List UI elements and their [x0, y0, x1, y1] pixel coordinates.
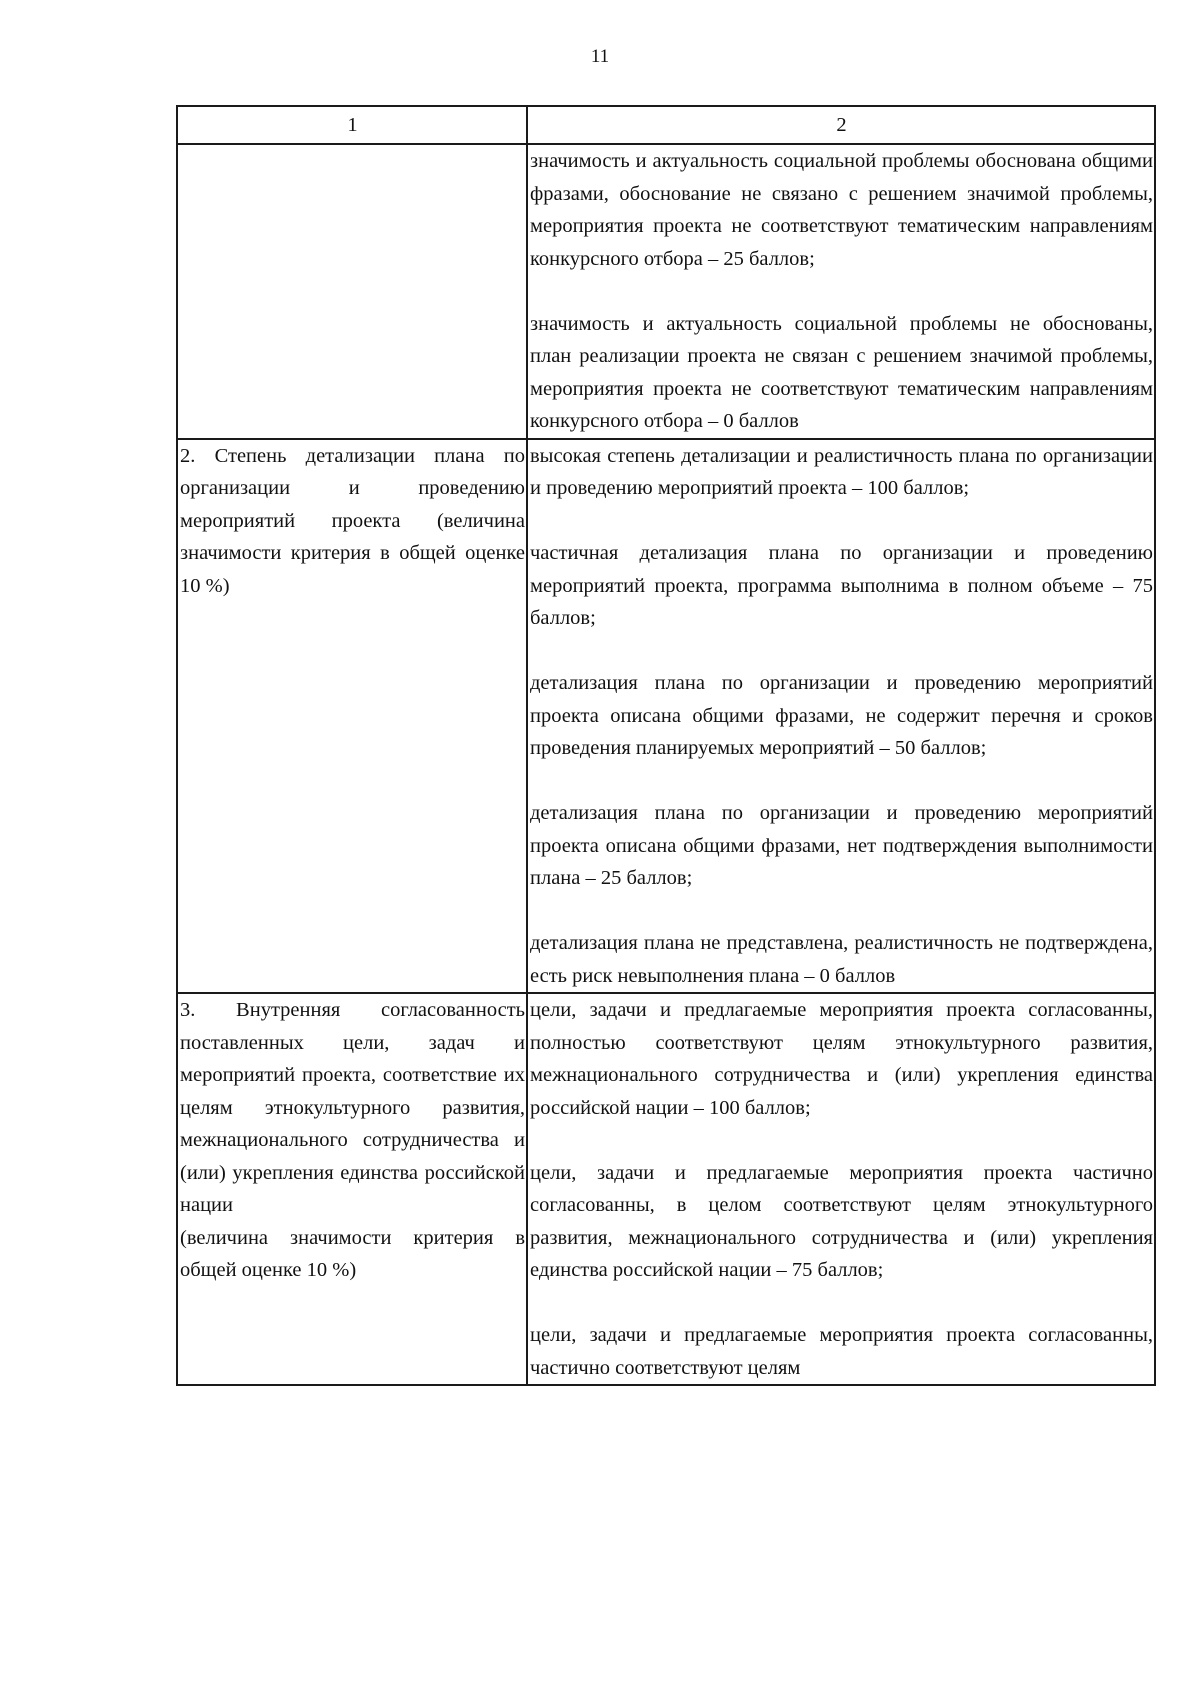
criterion-cell — [177, 144, 527, 439]
page-number: 11 — [590, 46, 610, 67]
table-row — [177, 993, 1155, 1385]
score-item: детализация плана по организации и проведению мероприятий проекта описана общими фразами, нет подтверждения выполнимости плана – 25 баллов; — [530, 802, 1153, 889]
score-item: цели, задачи и предлагаемые мероприятия проекта частично согласованны, в целом соответствуют целям этнокультурного развития, межнационального сотрудничества и (или) укрепления единства российской нации – 75 баллов; — [530, 1161, 1153, 1281]
criterion-cell: 2. Степень детализации плана по организации и проведению мероприятий проекта (величина значимости критерия в общей оценке 10 %) — [177, 439, 527, 994]
table-header-row — [177, 106, 1155, 144]
score-item: частичная детализация плана по организации и проведению мероприятий проекта, программа выполнима в полном объеме – 75 баллов; — [530, 542, 1153, 629]
score-item: высокая степень детализации и реалистичность плана по организации и проведению мероприятий проекта – 100 баллов; — [530, 444, 1153, 499]
score-item: детализация плана не представлена, реалистичность не подтверждена, есть риск невыполнения плана – 0 баллов — [530, 932, 1153, 987]
scores-cell — [527, 993, 1155, 1385]
score-item: значимость и актуальность социальной проблемы не обоснованы, план реализации проекта не связан с решением значимой проблемы, мероприятия проекта не соответствуют тематическим направлениям конкурсного отбора – 0 баллов — [530, 312, 1153, 432]
score-item: значимость и актуальность социальной проблемы обоснована общими фразами, обоснование не связано с решением значимой проблемы, мероприятия проекта не соответствуют тематическим направлениям конкурсного отбора – 25 баллов; — [530, 150, 1153, 270]
table-row — [177, 439, 1155, 994]
criterion-cell: 3. Внутренняя согласованность поставленных цели, задач и мероприятий проекта, соответствие их целям этнокультурного развития, межнационального сотрудничества и (или) укрепления единства российской нации (величина значимости критерия в общей оценке 10 %) — [177, 993, 527, 1385]
column-header-1: 1 — [177, 106, 527, 144]
scores-cell — [527, 144, 1155, 439]
score-item: цели, задачи и предлагаемые мероприятия проекта согласованны, полностью соответствуют целям этнокультурного развития, межнационального сотрудничества и (или) укрепления единства российской нации – 100 баллов; — [530, 999, 1153, 1119]
scores-cell — [527, 439, 1155, 994]
criteria-table — [176, 105, 1156, 1386]
score-item: детализация плана по организации и проведению мероприятий проекта описана общими фразами, не содержит перечня и сроков проведения планируемых мероприятий – 50 баллов; — [530, 672, 1153, 759]
column-header-2: 2 — [527, 106, 1155, 144]
score-item: цели, задачи и предлагаемые мероприятия проекта согласованны, частично соответствуют целям — [530, 1324, 1153, 1379]
table-row — [177, 144, 1155, 439]
